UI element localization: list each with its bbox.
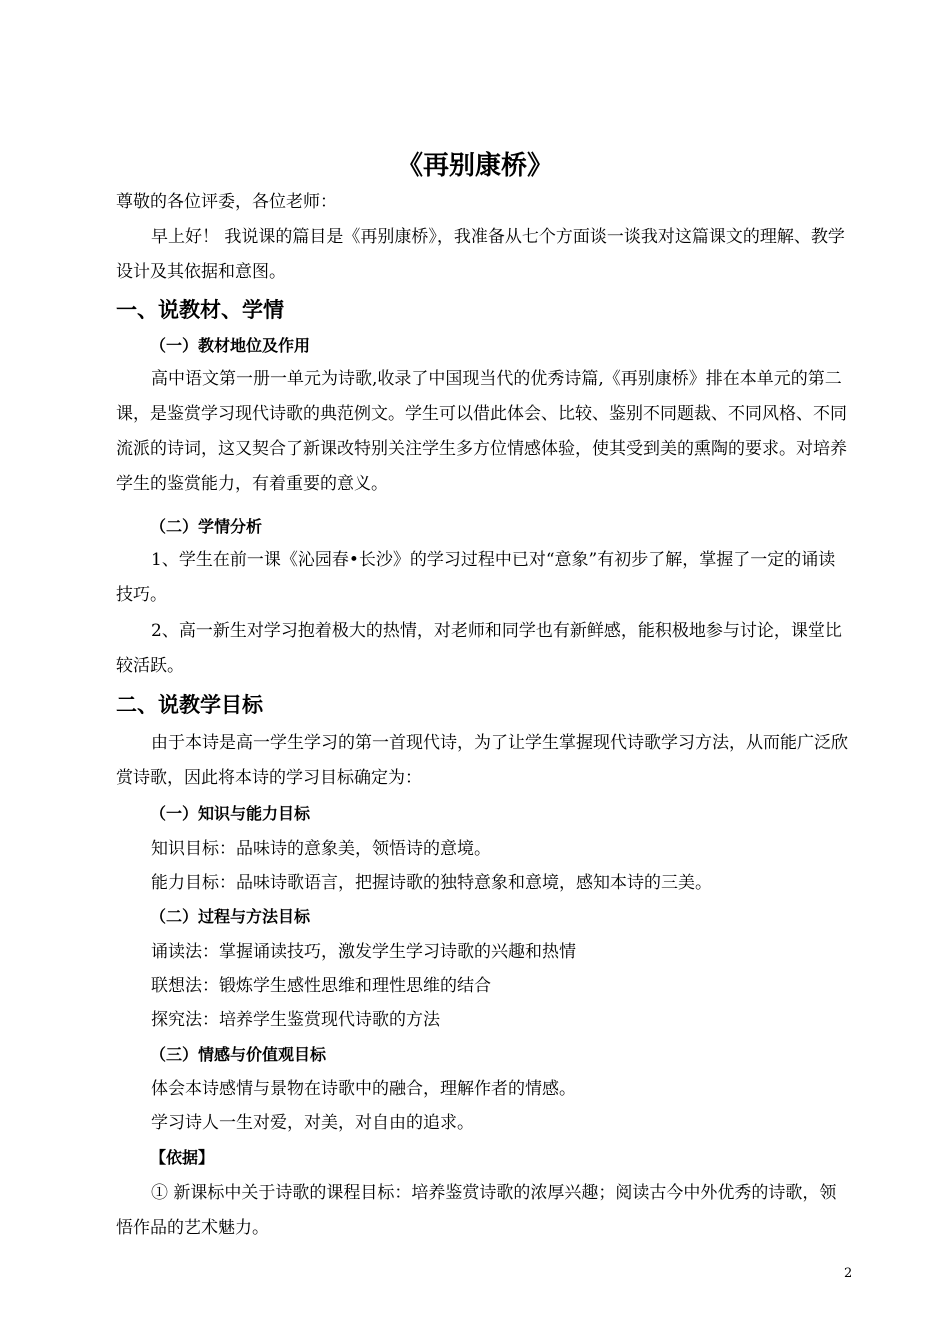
basis-paragraph: ① 新课标中关于诗歌的课程目标：培养鉴赏诗歌的浓厚兴趣；阅读古今中外优秀的诗歌，领悟作品的艺术魅力。 bbox=[116, 1183, 837, 1238]
list-item: 2、高一新生对学习抱着极大的热情，对老师和同学也有新鲜感，能积极地参与讨论，课堂比较活跃。 bbox=[116, 621, 842, 676]
basis-heading: 【依据】 bbox=[150, 1148, 215, 1167]
goal-line: 知识目标：品味诗的意象美，领悟诗的意境。 bbox=[151, 839, 491, 859]
value-line: 体会本诗感情与景物在诗歌中的融合，理解作者的情感。 bbox=[151, 1079, 576, 1099]
document-title: 《再别康桥》 bbox=[396, 151, 553, 181]
section-2-subheading-2: （二）过程与方法目标 bbox=[150, 907, 311, 926]
intro-paragraph: 早上好！ 我说课的篇目是《再别康桥》，我准备从七个方面谈一谈我对这篇课文的理解、教学设计及其依据和意图。 bbox=[116, 227, 845, 282]
method-line: 诵读法：掌握诵读技巧，激发学生学习诗歌的兴趣和热情 bbox=[151, 942, 576, 962]
section-1-subheading-2: （二）学情分析 bbox=[150, 517, 263, 536]
section-2-heading: 二、说教学目标 bbox=[116, 693, 263, 717]
section-2-subheading-1: （一）知识与能力目标 bbox=[150, 804, 311, 823]
section-1-paragraph: 高中语文第一册一单元为诗歌,收录了中国现当代的优秀诗篇,《再别康桥》排在本单元的第二课，是鉴赏学习现代诗歌的典范例文。学生可以借此体会、比较、鉴别不同题裁、不同风格、不同流派的诗词，这又契合了新课改特别关注学生多方位情感体验，使其受到美的熏陶的要求。对培养学生的鉴赏能力，有着重要的意义。 bbox=[116, 369, 847, 494]
value-line: 学习诗人一生对爱，对美，对自由的追求。 bbox=[151, 1113, 474, 1133]
goal-line: 能力目标：品味诗歌语言，把握诗歌的独特意象和意境，感知本诗的三美。 bbox=[151, 873, 712, 893]
list-item: 1、学生在前一课《沁园春•长沙》的学习过程中已对“意象”有初步了解，掌握了一定的诵读技巧。 bbox=[116, 550, 836, 605]
section-2-intro: 由于本诗是高一学生学习的第一首现代诗，为了让学生掌握现代诗歌学习方法，从而能广泛欣赏诗歌，因此将本诗的学习目标确定为： bbox=[116, 733, 848, 788]
method-line: 探究法：培养学生鉴赏现代诗歌的方法 bbox=[151, 1010, 440, 1030]
greeting: 尊敬的各位评委，各位老师： bbox=[116, 192, 337, 212]
section-1-heading: 一、说教材、学情 bbox=[116, 298, 284, 322]
section-1-subheading-1: （一）教材地位及作用 bbox=[150, 336, 311, 355]
method-line: 联想法：锻炼学生感性思维和理性思维的结合 bbox=[151, 976, 491, 996]
section-2-subheading-3: （三）情感与价值观目标 bbox=[150, 1045, 327, 1064]
page-number: 2 bbox=[844, 1266, 853, 1281]
